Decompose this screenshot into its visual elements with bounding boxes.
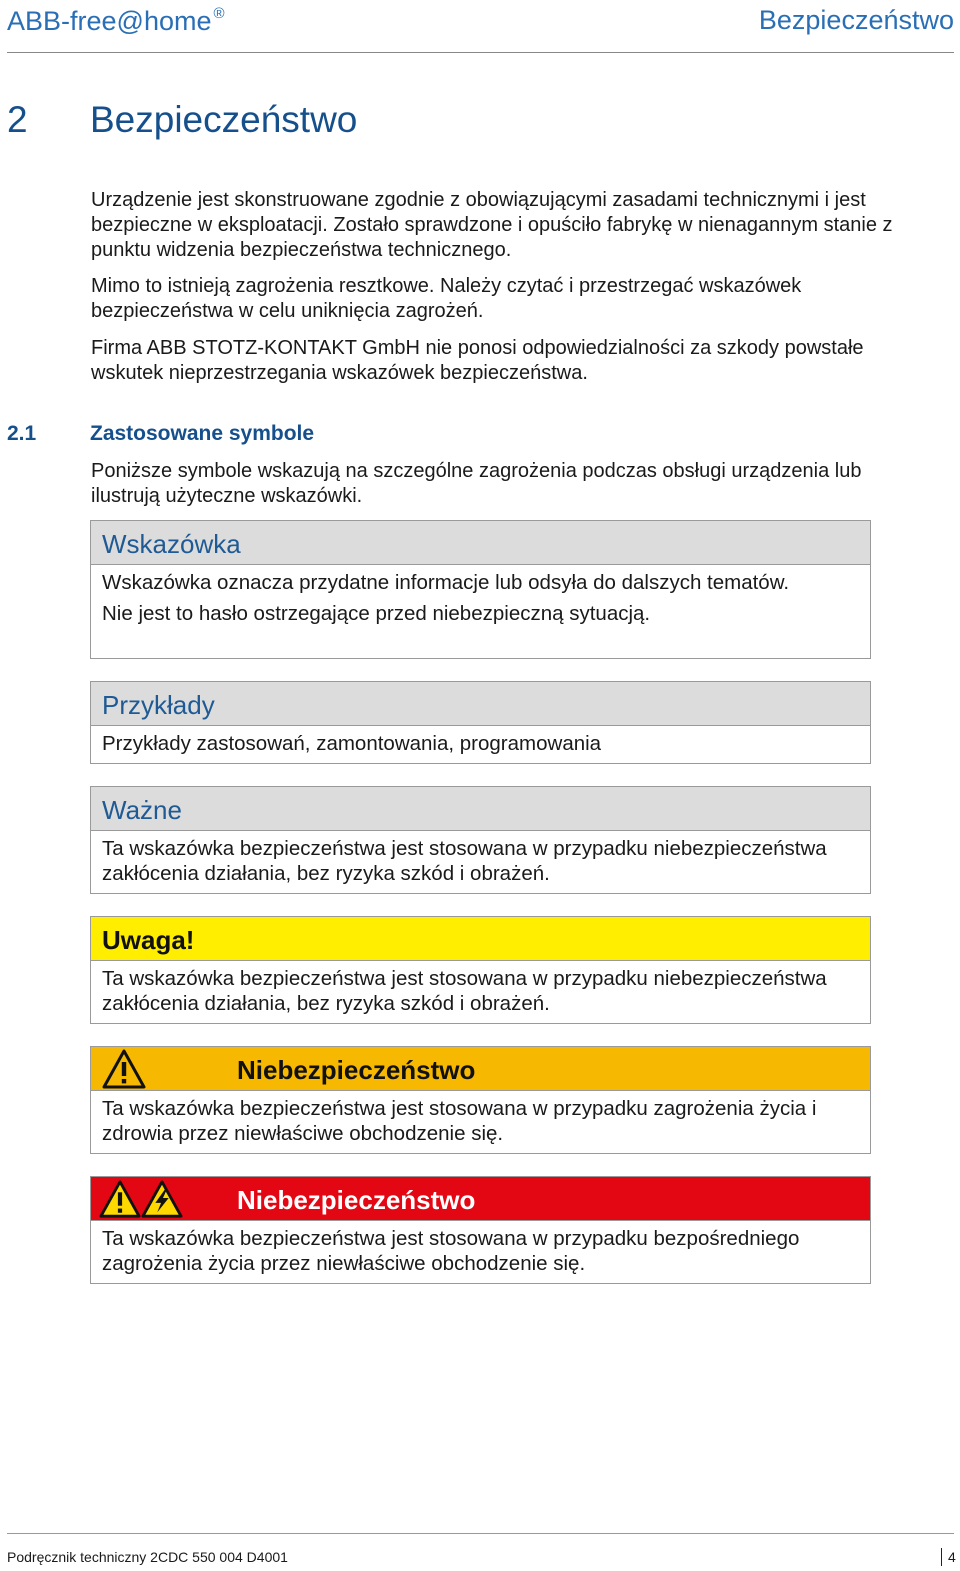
examples-box-body xyxy=(91,726,870,762)
registered-mark: ® xyxy=(213,5,225,22)
header-product: ABB-free@home ® xyxy=(7,5,225,36)
intro-paragraph-3: Firma ABB STOTZ-KONTAKT GmbH nie ponosi odpowiedzialności za szkody powstałe wskutek nieprzestrzegania wskazówek bezpieczeństwa. xyxy=(91,337,864,384)
important-box-body xyxy=(91,831,870,892)
danger-box-body xyxy=(91,1091,870,1152)
danger-electric-box xyxy=(90,1176,871,1284)
section-number: 2.1 xyxy=(7,422,37,445)
hint-box xyxy=(90,520,871,659)
footer-divider xyxy=(7,1533,954,1534)
hint-box-body xyxy=(91,565,870,632)
chapter-number: 2 xyxy=(7,99,28,140)
hint-box-header xyxy=(91,521,870,565)
danger-electric-box-title: Niebezpieczeństwo xyxy=(237,1185,476,1215)
danger-electric-box-header xyxy=(91,1177,870,1221)
footer-page-separator xyxy=(941,1548,942,1566)
caution-box xyxy=(90,916,871,1024)
section-intro: Poniższe symbole wskazują na szczególne zagrożenia podczas obsługi urządzenia lub ilustrują użyteczne wskazówki. xyxy=(91,460,862,507)
section-title: Zastosowane symbole xyxy=(90,422,315,445)
warning-triangle-icon xyxy=(102,1049,146,1094)
caution-box-body xyxy=(91,961,870,1022)
examples-box-text: Przykłady zastosowań, zamontowania, programowania xyxy=(102,732,602,755)
danger-box-text: Ta wskazówka bezpieczeństwa jest stosowana w przypadku zagrożenia życia i zdrowia przez niewłaściwe obchodzenie się. xyxy=(102,1097,817,1145)
caution-box-header xyxy=(91,917,870,961)
important-box-header xyxy=(91,787,870,831)
footer-page-number: 4 xyxy=(948,1549,956,1565)
danger-electric-box-body xyxy=(91,1221,870,1282)
examples-box-title: Przykłady xyxy=(102,690,215,720)
warning-triangle-icon xyxy=(99,1179,141,1224)
important-box-title: Ważne xyxy=(102,795,182,825)
examples-box-header xyxy=(91,682,870,726)
important-box xyxy=(90,786,871,894)
danger-box xyxy=(90,1046,871,1154)
header-section: Bezpieczeństwo xyxy=(758,5,954,35)
important-box-text: Ta wskazówka bezpieczeństwa jest stosowana w przypadku niebezpieczeństwa zakłócenia działania, bez ryzyka szkód i obrażeń. xyxy=(102,837,827,885)
caution-box-title: Uwaga! xyxy=(102,925,195,955)
footer-document: Podręcznik techniczny 2CDC 550 004 D4001 xyxy=(7,1549,288,1565)
caution-box-text: Ta wskazówka bezpieczeństwa jest stosowana w przypadku niebezpieczeństwa zakłócenia działania, bez ryzyka szkód i obrażeń. xyxy=(102,967,827,1015)
hint-box-line-1: Wskazówka oznacza przydatne informacje lub odsyła do dalszych tematów. xyxy=(102,571,790,594)
header-divider xyxy=(7,52,954,53)
danger-electric-box-text: Ta wskazówka bezpieczeństwa jest stosowana w przypadku bezpośredniego zagrożenia życia przez niewłaściwe obchodzenie się. xyxy=(102,1227,800,1275)
chapter-title: Bezpieczeństwo xyxy=(90,99,358,140)
hint-box-title: Wskazówka xyxy=(102,529,241,559)
danger-box-header xyxy=(91,1047,870,1091)
electric-hazard-icon xyxy=(141,1179,183,1224)
intro-paragraph-2: Mimo to istnieją zagrożenia resztkowe. Należy czytać i przestrzegać wskazówek bezpieczeństwa w celu uniknięcia zagrożeń. xyxy=(91,275,802,322)
hint-box-line-2: Nie jest to hasło ostrzegające przed niebezpieczną sytuacją. xyxy=(102,602,651,625)
danger-box-title: Niebezpieczeństwo xyxy=(237,1055,476,1085)
examples-box xyxy=(90,681,871,764)
intro-paragraph-1: Urządzenie jest skonstruowane zgodnie z obowiązującymi zasadami technicznymi i jest bezpieczne w eksploatacji. Zostało sprawdzone i opuściło fabrykę w nienagannym stanie z punktu widzenia bezpieczeństwa technicznego. xyxy=(91,189,893,261)
